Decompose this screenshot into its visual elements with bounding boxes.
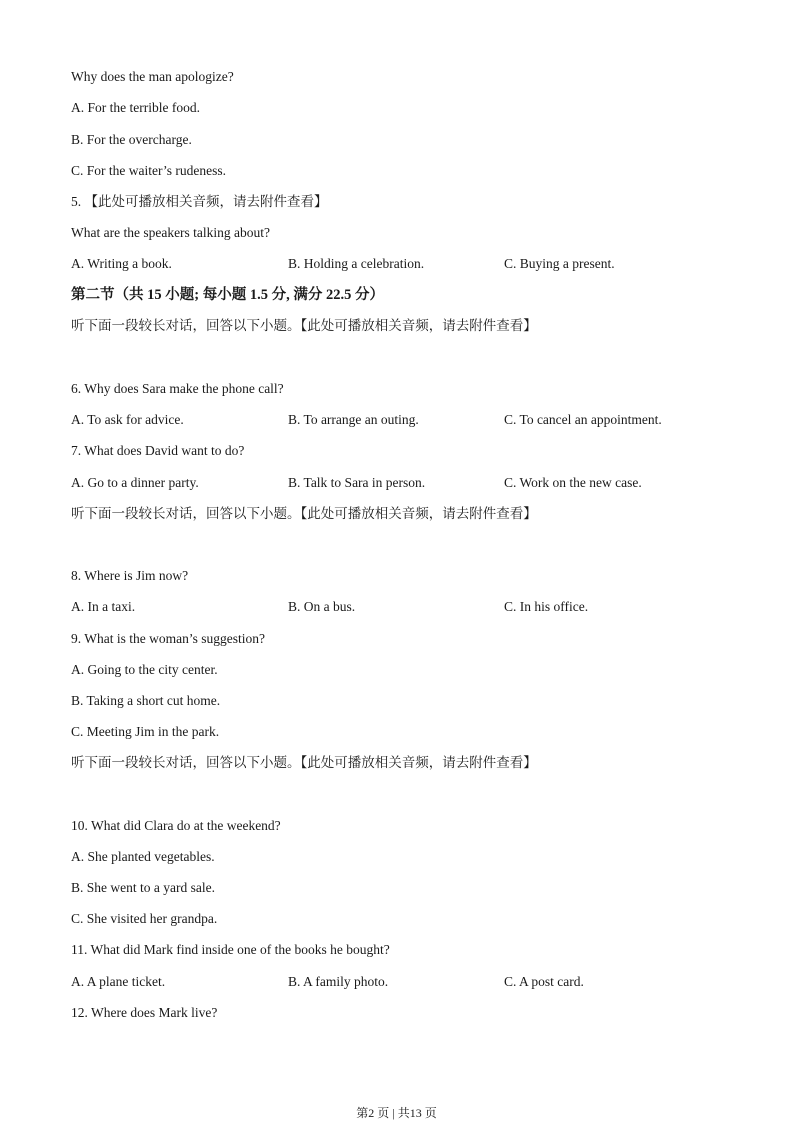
q4-option-a: A. For the terrible food. (71, 100, 200, 115)
listen-instruction-2: 听下面一段较长对话，回答以下小题。【此处可播放相关音频，请去附件查看】 (71, 506, 537, 521)
q4-option-b: B. For the overcharge. (71, 132, 192, 147)
q11-option-c: C. A post card. (504, 974, 584, 989)
q6-question: 6. Why does Sara make the phone call? (71, 381, 284, 396)
q4-question: Why does the man apologize? (71, 69, 234, 84)
q9-option-b: B. Taking a short cut home. (71, 693, 221, 708)
q8-option-b: B. On a bus. (288, 599, 356, 614)
q5-option-c: C. Buying a present. (504, 256, 615, 271)
q6-option-b: B. To arrange an outing. (288, 412, 419, 427)
section-2-heading: 第二节（共 15 小题; 每小题 1.5 分, 满分 22.5 分） (71, 287, 384, 303)
q7-option-b: B. Talk to Sara in person. (288, 475, 426, 490)
listen-instruction-1: 听下面一段较长对话，回答以下小题。【此处可播放相关音频，请去附件查看】 (71, 318, 537, 333)
q8-option-c: C. In his office. (504, 599, 589, 614)
q5-option-a: A. Writing a book. (71, 256, 172, 271)
page-footer: 第2 页 | 共13 页 (356, 1106, 437, 1120)
q9-option-c: C. Meeting Jim in the park. (71, 724, 220, 739)
q10-option-c: C. She visited her grandpa. (71, 911, 218, 926)
q5-option-b: B. Holding a celebration. (288, 256, 425, 271)
q7-option-c: C. Work on the new case. (504, 475, 642, 490)
q5-question: What are the speakers talking about? (71, 225, 271, 240)
q6-option-c: C. To cancel an appointment. (504, 412, 662, 427)
q4-option-c: C. For the waiter’s rudeness. (71, 163, 226, 178)
listen-instruction-3: 听下面一段较长对话，回答以下小题。【此处可播放相关音频，请去附件查看】 (71, 755, 537, 770)
q7-option-a: A. Go to a dinner party. (71, 475, 199, 490)
q8-option-a: A. In a taxi. (71, 599, 136, 614)
q5-audio-note: 5. 【此处可播放相关音频，请去附件查看】 (71, 194, 328, 209)
q10-option-a: A. She planted vegetables. (71, 849, 215, 864)
q11-option-b: B. A family photo. (288, 974, 389, 989)
q9-option-a: A. Going to the city center. (71, 662, 218, 677)
q9-question: 9. What is the woman’s suggestion? (71, 631, 265, 646)
q12-question: 12. Where does Mark live? (71, 1005, 218, 1020)
q10-option-b: B. She went to a yard sale. (71, 880, 215, 895)
q11-question: 11. What did Mark find inside one of the books he bought? (71, 942, 390, 957)
q8-question: 8. Where is Jim now? (71, 568, 189, 583)
q11-option-a: A. A plane ticket. (71, 974, 166, 989)
q6-option-a: A. To ask for advice. (71, 412, 184, 427)
q10-question: 10. What did Clara do at the weekend? (71, 818, 281, 833)
q7-question: 7. What does David want to do? (71, 443, 245, 458)
